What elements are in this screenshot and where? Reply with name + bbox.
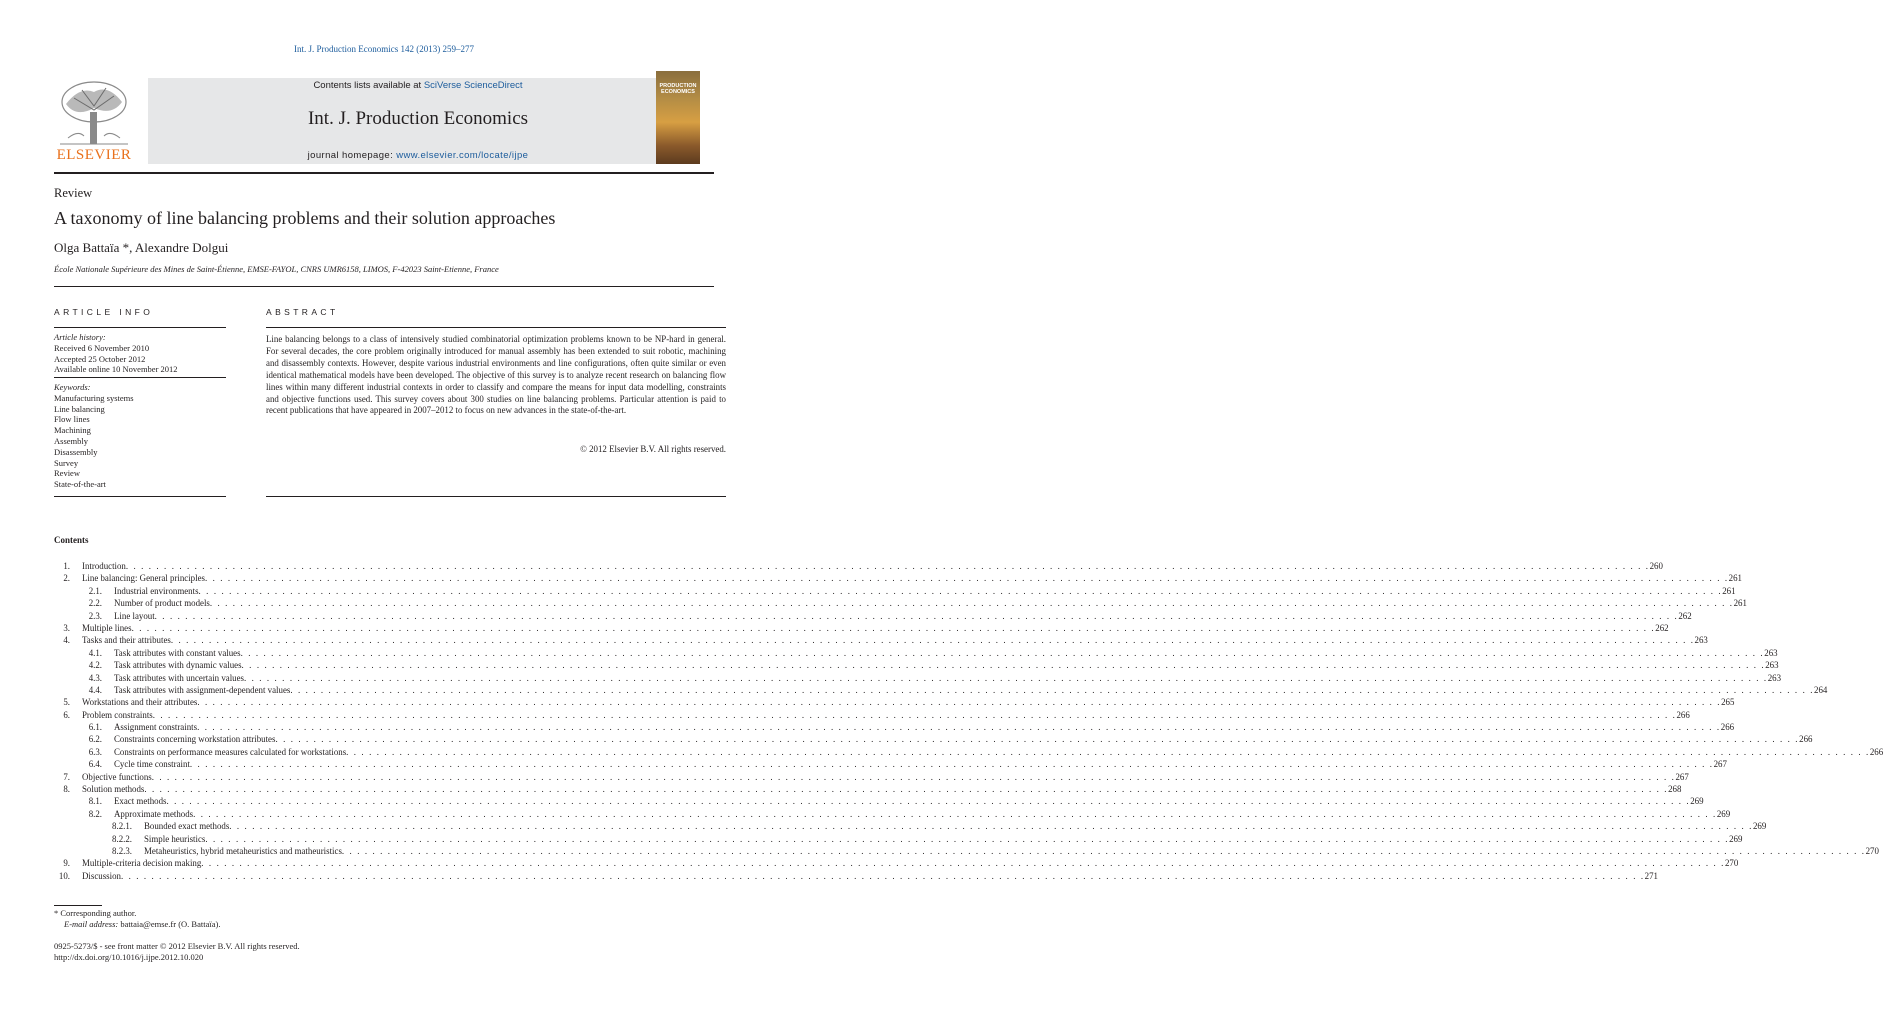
table-of-contents: [54, 560, 1883, 882]
keyword-item: Disassembly: [54, 446, 98, 457]
toc-page-number: 266: [1869, 746, 1883, 757]
toc-entry[interactable]: [54, 833, 1743, 845]
toc-page-number: 264: [1814, 684, 1828, 695]
toc-title: Introduction: [82, 561, 126, 571]
toc-dot-leader: . . . . . . . . . . . . . . . . . . . . . . . . . . . . . . . . . . . . . . . . . . . . . . . . . . . . . . . . . . . . . . . . . . . . . . . . . . . . . . . . . . . . . . . . . . . . . . . . . . . . . . . . . . . . . . . . . . . . . . . . . . . . . . . . . . . . . . . . . . . . . . . . . . . . . . . . . . . . . . . . . . . . . . . . . . . . . . . . . . . . . . . . . . . . . . . . . . . . . . . .: [120, 870, 1645, 881]
toc-entry[interactable]: [54, 684, 1828, 696]
journal-homepage: [148, 150, 688, 161]
toc-page-number: 269: [1716, 808, 1731, 819]
toc-dot-leader: . . . . . . . . . . . . . . . . . . . . . . . . . . . . . . . . . . . . . . . . . . . . . . . . . . . . . . . . . . . . . . . . . . . . . . . . . . . . . . . . . . . . . . . . . . . . . . . . . . . . . . . . . . . . . . . . . . . . . . . . . . . . . . . . . . . . . . . . . . . . . . . . . . . . . . . . . . . . . . . . . . . . . . . . . . . . . . . . . . . . . . . . . . . . . . . . . . . . . . . .: [144, 784, 1669, 795]
toc-number: 9.: [63, 858, 70, 869]
keyword-item: Flow lines: [54, 414, 90, 425]
toc-number: 4.3.: [88, 672, 102, 683]
toc-number: 8.2.2.: [112, 833, 132, 844]
toc-entry[interactable]: [54, 758, 1727, 770]
toc-page-number: 269: [1729, 833, 1743, 844]
toc-number: 6.4.: [88, 759, 102, 770]
journal-banner: [148, 78, 688, 164]
toc-page-number: 261: [1722, 585, 1736, 596]
journal-masthead: [54, 78, 700, 164]
article-info-rule: [54, 327, 226, 328]
toc-dot-leader: . . . . . . . . . . . . . . . . . . . . . . . . . . . . . . . . . . . . . . . . . . . . . . . . . . . . . . . . . . . . . . . . . . . . . . . . . . . . . . . . . . . . . . . . . . . . . . . . . . . . . . . . . . . . . . . . . . . . . . . . . . . . . . . . . . . . . . . . . . . . . . . . . . . . . . . . . . . . . . . . . . . . . . . . . . . . . . . . . . . . . . . . . . . . . . . . . . . . . . . .: [201, 858, 1725, 869]
toc-number: 1.: [63, 561, 70, 571]
doi-link[interactable]: http://dx.doi.org/10.1016/j.ijpe.2012.10.020: [54, 952, 204, 962]
toc-page-number: 263: [1765, 660, 1779, 671]
email-label: E-mail address:: [64, 919, 119, 929]
toc-page-number: 268: [1668, 784, 1682, 795]
toc-title: Approximate methods: [114, 808, 194, 819]
keyword-item: Machining: [54, 425, 91, 436]
contents-availability: [148, 80, 688, 91]
toc-dot-leader: . . . . . . . . . . . . . . . . . . . . . . . . . . . . . . . . . . . . . . . . . . . . . . . . . . . . . . . . . . . . . . . . . . . . . . . . . . . . . . . . . . . . . . . . . . . . . . . . . . . . . . . . . . . . . . . . . . . . . . . . . . . . . . . . . . . . . . . . . . . . . . . . . . . . . . . . . . . . . . . . . . . . . . . . . . . . . . . . . . . . . . . . . . . . . . . . . . . . . . . .: [166, 796, 1691, 807]
affiliation: École Nationale Supérieure des Mines de Saint-Étienne, EMSE-FAYOL, CNRS UMR6158, LIMOS, F-42023 Saint-Etienne, France: [54, 264, 499, 274]
toc-title: Multiple lines: [82, 622, 132, 633]
toc-number: 4.2.: [88, 660, 102, 671]
toc-entry[interactable]: [54, 857, 1739, 869]
toc-entry[interactable]: [54, 672, 1781, 684]
toc-entry[interactable]: [54, 696, 1735, 708]
toc-page-number: 263: [1767, 672, 1781, 683]
email-address[interactable]: battaia@emse.fr (O. Battaïa).: [118, 919, 221, 929]
toc-title: Problem constraints: [82, 709, 153, 720]
toc-title: Number of product models: [114, 598, 210, 609]
abstract-text: Line balancing belongs to a class of intensively studied combinatorial optimization problems known to be NP-hard in general. For several decades, the core problem originally introduced for manual assembly has been extended to suit robotic, machining and disassembly contexts. However, despite various industrial environments and line configurations, often quite similar or even identical mathematical models have been developed. The objective of this survey is to analyze recent research on balancing flow lines within many different industrial contexts in order to classify and compare the means for input data modelling, constraints and objective functions used. This survey covers about 300 studies on line balancing problems. Particular attention is paid to recent publications that have appeared in 2007–2012 to focus on new advances in the state-of-the-art.: [266, 334, 726, 416]
toc-entry[interactable]: [54, 746, 1883, 758]
toc-dot-leader: . . . . . . . . . . . . . . . . . . . . . . . . . . . . . . . . . . . . . . . . . . . . . . . . . . . . . . . . . . . . . . . . . . . . . . . . . . . . . . . . . . . . . . . . . . . . . . . . . . . . . . . . . . . . . . . . . . . . . . . . . . . . . . . . . . . . . . . . . . . . . . . . . . . . . . . . . . . . . . . . . . . . . . . . . . . . . . . . . . . . . . . . . . . . . . . . . . . . . . . .: [275, 734, 1800, 745]
toc-title: Exact methods: [114, 796, 167, 807]
toc-page-number: 267: [1675, 771, 1689, 782]
toc-page-number: 269: [1752, 821, 1767, 832]
keyword-item: Review: [54, 468, 80, 479]
toc-page-number: 265: [1721, 697, 1735, 708]
toc-page-number: 262: [1678, 610, 1692, 621]
homepage-prefix: journal homepage:: [307, 150, 397, 161]
toc-entry[interactable]: [54, 634, 1708, 646]
toc-number: 6.1.: [88, 722, 102, 733]
toc-number: 10.: [58, 870, 70, 881]
author-list: Olga Battaïa *, Alexandre Dolgui: [54, 240, 229, 255]
toc-number: 8.1.: [88, 796, 102, 807]
toc-page-number: 266: [1799, 734, 1813, 745]
toc-dot-leader: . . . . . . . . . . . . . . . . . . . . . . . . . . . . . . . . . . . . . . . . . . . . . . . . . . . . . . . . . . . . . . . . . . . . . . . . . . . . . . . . . . . . . . . . . . . . . . . . . . . . . . . . . . . . . . . . . . . . . . . . . . . . . . . . . . . . . . . . . . . . . . . . . . . . . . . . . . . . . . . . . . . . . . . . . . . . . . . . . . . . . . . . . . . . . . . . . . . . . . . .: [170, 635, 1695, 646]
history-online: Available online 10 November 2012: [54, 364, 178, 375]
toc-number: 8.2.: [88, 808, 102, 819]
toc-page-number: 270: [1865, 845, 1879, 856]
toc-entry[interactable]: [54, 820, 1767, 832]
toc-number: 7.: [63, 771, 70, 782]
toc-dot-leader: . . . . . . . . . . . . . . . . . . . . . . . . . . . . . . . . . . . . . . . . . . . . . . . . . . . . . . . . . . . . . . . . . . . . . . . . . . . . . . . . . . . . . . . . . . . . . . . . . . . . . . . . . . . . . . . . . . . . . . . . . . . . . . . . . . . . . . . . . . . . . . . . . . . . . . . . . . . . . . . . . . . . . . . . . . . . . . . . . . . . . . . . . . . . . . . . . . . . . . . .: [229, 821, 1753, 832]
toc-title: Task attributes with constant values: [114, 647, 241, 658]
toc-entry[interactable]: [54, 647, 1778, 659]
corresponding-author-note: * Corresponding author.: [54, 908, 137, 918]
homepage-link[interactable]: www.elsevier.com/locate/ijpe: [396, 150, 529, 161]
toc-number: 6.2.: [88, 734, 102, 745]
toc-dot-leader: . . . . . . . . . . . . . . . . . . . . . . . . . . . . . . . . . . . . . . . . . . . . . . . . . . . . . . . . . . . . . . . . . . . . . . . . . . . . . . . . . . . . . . . . . . . . . . . . . . . . . . . . . . . . . . . . . . . . . . . . . . . . . . . . . . . . . . . . . . . . . . . . . . . . . . . . . . . . . . . . . . . . . . . . . . . . . . . . . . . . . . . . . . . . . . . . . . . . . . . .: [193, 808, 1717, 819]
toc-number: 8.2.1.: [112, 821, 132, 832]
keyword-item: Line balancing: [54, 403, 105, 414]
article-info-heading: ARTICLE INFO: [54, 307, 154, 317]
front-matter: [54, 941, 300, 963]
toc-dot-leader: . . . . . . . . . . . . . . . . . . . . . . . . . . . . . . . . . . . . . . . . . . . . . . . . . . . . . . . . . . . . . . . . . . . . . . . . . . . . . . . . . . . . . . . . . . . . . . . . . . . . . . . . . . . . . . . . . . . . . . . . . . . . . . . . . . . . . . . . . . . . . . . . . . . . . . . . . . . . . . . . . . . . . . . . . . . . . . . . . . . . . . . . . . . . . . . . . . . . . . . .: [151, 771, 1676, 782]
elsevier-logo: [54, 78, 134, 164]
journal-title: Int. J. Production Economics: [307, 108, 529, 129]
toc-entry[interactable]: [54, 560, 1663, 572]
toc-entry[interactable]: [54, 783, 1682, 795]
toc-dot-leader: . . . . . . . . . . . . . . . . . . . . . . . . . . . . . . . . . . . . . . . . . . . . . . . . . . . . . . . . . . . . . . . . . . . . . . . . . . . . . . . . . . . . . . . . . . . . . . . . . . . . . . . . . . . . . . . . . . . . . . . . . . . . . . . . . . . . . . . . . . . . . . . . . . . . . . . . . . . . . . . . . . . . . . . . . . . . . . . . . . . . . . . . . . . . . . . . . . . . . . . .: [244, 672, 1768, 683]
toc-title: Constraints concerning workstation attributes: [114, 734, 276, 745]
footnote: [54, 908, 220, 930]
contents-prefix: Contents lists available at: [313, 80, 424, 91]
keyword-item: State-of-the-art: [54, 479, 106, 490]
toc-page-number: 262: [1655, 622, 1669, 633]
toc-page-number: 266: [1720, 722, 1735, 733]
paper-title: A taxonomy of line balancing problems and their solution approaches: [54, 208, 556, 228]
abstract-heading: ABSTRACT: [266, 307, 339, 317]
footnote-rule: [54, 905, 102, 906]
keyword-item: Assembly: [54, 435, 88, 446]
toc-entry[interactable]: [54, 709, 1690, 721]
toc-number: 5.: [63, 697, 70, 708]
toc-page-number: 270: [1724, 858, 1739, 869]
header-rule: [54, 172, 714, 174]
toc-page-number: 260: [1649, 561, 1663, 571]
toc-number: 2.3.: [88, 610, 102, 621]
toc-entry[interactable]: [54, 585, 1736, 597]
toc-title: Objective functions: [82, 771, 152, 782]
history-received: Received 6 November 2010: [54, 342, 150, 353]
toc-number: 8.: [63, 784, 70, 795]
toc-entry[interactable]: [54, 795, 1704, 807]
toc-dot-leader: . . . . . . . . . . . . . . . . . . . . . . . . . . . . . . . . . . . . . . . . . . . . . . . . . . . . . . . . . . . . . . . . . . . . . . . . . . . . . . . . . . . . . . . . . . . . . . . . . . . . . . . . . . . . . . . . . . . . . . . . . . . . . . . . . . . . . . . . . . . . . . . . . . . . . . . . . . . . . . . . . . . . . . . . . . . . . . . . . . . . . . . . . . . . . . . . . . . . . . . .: [198, 585, 1723, 596]
toc-entry[interactable]: [54, 771, 1689, 783]
toc-dot-leader: . . . . . . . . . . . . . . . . . . . . . . . . . . . . . . . . . . . . . . . . . . . . . . . . . . . . . . . . . . . . . . . . . . . . . . . . . . . . . . . . . . . . . . . . . . . . . . . . . . . . . . . . . . . . . . . . . . . . . . . . . . . . . . . . . . . . . . . . . . . . . . . . . . . . . . . . . . . . . . . . . . . . . . . . . . . . . . . . . . . . . . . . . . . . . . . . . . . . . . . .: [346, 746, 1870, 757]
toc-page-number: 263: [1694, 635, 1708, 646]
tree-icon: [54, 78, 134, 148]
toc-dot-leader: . . . . . . . . . . . . . . . . . . . . . . . . . . . . . . . . . . . . . . . . . . . . . . . . . . . . . . . . . . . . . . . . . . . . . . . . . . . . . . . . . . . . . . . . . . . . . . . . . . . . . . . . . . . . . . . . . . . . . . . . . . . . . . . . . . . . . . . . . . . . . . . . . . . . . . . . . . . . . . . . . . . . . . . . . . . . . . . . . . . . . . . . . . . . . . . . . . . . . . . .: [152, 709, 1677, 720]
toc-number: 4.1.: [88, 647, 102, 658]
toc-title: Solution methods: [82, 784, 145, 795]
toc-dot-leader: . . . . . . . . . . . . . . . . . . . . . . . . . . . . . . . . . . . . . . . . . . . . . . . . . . . . . . . . . . . . . . . . . . . . . . . . . . . . . . . . . . . . . . . . . . . . . . . . . . . . . . . . . . . . . . . . . . . . . . . . . . . . . . . . . . . . . . . . . . . . . . . . . . . . . . . . . . . . . . . . . . . . . . . . . . . . . . . . . . . . . . . . . . . . . . . . . . . . . . . .: [290, 684, 1815, 695]
keyword-item: Survey: [54, 457, 79, 468]
toc-entry[interactable]: [54, 808, 1731, 820]
toc-dot-leader: . . . . . . . . . . . . . . . . . . . . . . . . . . . . . . . . . . . . . . . . . . . . . . . . . . . . . . . . . . . . . . . . . . . . . . . . . . . . . . . . . . . . . . . . . . . . . . . . . . . . . . . . . . . . . . . . . . . . . . . . . . . . . . . . . . . . . . . . . . . . . . . . . . . . . . . . . . . . . . . . . . . . . . . . . . . . . . . . . . . . . . . . . . . . . . . . . . . . . . . .: [240, 647, 1765, 658]
toc-dot-leader: . . . . . . . . . . . . . . . . . . . . . . . . . . . . . . . . . . . . . . . . . . . . . . . . . . . . . . . . . . . . . . . . . . . . . . . . . . . . . . . . . . . . . . . . . . . . . . . . . . . . . . . . . . . . . . . . . . . . . . . . . . . . . . . . . . . . . . . . . . . . . . . . . . . . . . . . . . . . . . . . . . . . . . . . . . . . . . . . . . . . . . . . . . . . . . . . . . . . . . . .: [197, 697, 1722, 708]
toc-number: 2.1.: [88, 585, 102, 596]
toc-dot-leader: . . . . . . . . . . . . . . . . . . . . . . . . . . . . . . . . . . . . . . . . . . . . . . . . . . . . . . . . . . . . . . . . . . . . . . . . . . . . . . . . . . . . . . . . . . . . . . . . . . . . . . . . . . . . . . . . . . . . . . . . . . . . . . . . . . . . . . . . . . . . . . . . . . . . . . . . . . . . . . . . . . . . . . . . . . . . . . . . . . . . . . . . . . . . . . . . . . . . . . . .: [125, 561, 1650, 571]
toc-number: 8.2.3.: [112, 845, 132, 856]
journal-cover-thumbnail: [656, 71, 700, 164]
toc-entry[interactable]: [54, 597, 1747, 609]
toc-title: Line layout: [114, 610, 155, 621]
toc-title: Workstations and their attributes: [82, 697, 198, 708]
toc-number: 4.: [63, 635, 70, 646]
toc-entry[interactable]: [54, 610, 1692, 622]
history-label: Article history:: [54, 332, 106, 342]
toc-title: Constraints on performance measures calculated for workstations: [114, 746, 347, 757]
abstract-copyright: © 2012 Elsevier B.V. All rights reserved.: [580, 444, 726, 454]
history-rule: [54, 377, 226, 378]
toc-page-number: 271: [1644, 870, 1658, 881]
toc-title: Task attributes with dynamic values: [114, 660, 242, 671]
toc-entry[interactable]: [54, 721, 1735, 733]
history-accepted: Accepted 25 October 2012: [54, 353, 146, 364]
toc-dot-leader: . . . . . . . . . . . . . . . . . . . . . . . . . . . . . . . . . . . . . . . . . . . . . . . . . . . . . . . . . . . . . . . . . . . . . . . . . . . . . . . . . . . . . . . . . . . . . . . . . . . . . . . . . . . . . . . . . . . . . . . . . . . . . . . . . . . . . . . . . . . . . . . . . . . . . . . . . . . . . . . . . . . . . . . . . . . . . . . . . . . . . . . . . . . . . . . . . . . . . . . .: [205, 833, 1730, 844]
toc-title: Multiple-criteria decision making: [82, 858, 202, 869]
toc-dot-leader: . . . . . . . . . . . . . . . . . . . . . . . . . . . . . . . . . . . . . . . . . . . . . . . . . . . . . . . . . . . . . . . . . . . . . . . . . . . . . . . . . . . . . . . . . . . . . . . . . . . . . . . . . . . . . . . . . . . . . . . . . . . . . . . . . . . . . . . . . . . . . . . . . . . . . . . . . . . . . . . . . . . . . . . . . . . . . . . . . . . . . . . . . . . . . . . . . . . . . . . .: [197, 722, 1721, 733]
toc-entry[interactable]: [54, 572, 1742, 584]
publisher-wordmark: ELSEVIER: [56, 147, 132, 163]
toc-number: 4.4.: [88, 684, 102, 695]
toc-title: Assignment constraints: [114, 722, 198, 733]
toc-dot-leader: . . . . . . . . . . . . . . . . . . . . . . . . . . . . . . . . . . . . . . . . . . . . . . . . . . . . . . . . . . . . . . . . . . . . . . . . . . . . . . . . . . . . . . . . . . . . . . . . . . . . . . . . . . . . . . . . . . . . . . . . . . . . . . . . . . . . . . . . . . . . . . . . . . . . . . . . . . . . . . . . . . . . . . . . . . . . . . . . . . . . . . . . . . . . . . . . . . . . . . . .: [131, 622, 1656, 633]
toc-entry[interactable]: [54, 845, 1879, 857]
toc-dot-leader: . . . . . . . . . . . . . . . . . . . . . . . . . . . . . . . . . . . . . . . . . . . . . . . . . . . . . . . . . . . . . . . . . . . . . . . . . . . . . . . . . . . . . . . . . . . . . . . . . . . . . . . . . . . . . . . . . . . . . . . . . . . . . . . . . . . . . . . . . . . . . . . . . . . . . . . . . . . . . . . . . . . . . . . . . . . . . . . . . . . . . . . . . . . . . . . . . . . . . . . .: [204, 573, 1729, 584]
toc-page-number: 263: [1764, 647, 1778, 658]
toc-title: Simple heuristics: [144, 833, 206, 844]
toc-title: Task attributes with assignment-dependent values: [114, 684, 291, 695]
toc-title: Task attributes with uncertain values: [114, 672, 244, 683]
toc-title: Discussion: [82, 870, 121, 881]
keyword-item: Manufacturing systems: [54, 392, 134, 403]
abstract-rule: [266, 327, 726, 328]
toc-dot-leader: . . . . . . . . . . . . . . . . . . . . . . . . . . . . . . . . . . . . . . . . . . . . . . . . . . . . . . . . . . . . . . . . . . . . . . . . . . . . . . . . . . . . . . . . . . . . . . . . . . . . . . . . . . . . . . . . . . . . . . . . . . . . . . . . . . . . . . . . . . . . . . . . . . . . . . . . . . . . . . . . . . . . . . . . . . . . . . . . . . . . . . . . . . . . . . . . . . . . . . . .: [154, 610, 1679, 621]
toc-number: 2.2.: [88, 598, 102, 609]
toc-title: Industrial environments: [114, 585, 199, 596]
toc-title: Tasks and their attributes: [82, 635, 171, 646]
sciencedirect-link[interactable]: SciVerse ScienceDirect: [423, 80, 523, 91]
article-history: [54, 332, 226, 375]
toc-entry[interactable]: [54, 622, 1669, 634]
toc-dot-leader: . . . . . . . . . . . . . . . . . . . . . . . . . . . . . . . . . . . . . . . . . . . . . . . . . . . . . . . . . . . . . . . . . . . . . . . . . . . . . . . . . . . . . . . . . . . . . . . . . . . . . . . . . . . . . . . . . . . . . . . . . . . . . . . . . . . . . . . . . . . . . . . . . . . . . . . . . . . . . . . . . . . . . . . . . . . . . . . . . . . . . . . . . . . . . . . . . . . . . . . .: [241, 660, 1766, 671]
abstract-bottom-rule: [266, 496, 726, 497]
toc-page-number: 261: [1728, 573, 1742, 584]
toc-entry[interactable]: [54, 870, 1658, 882]
toc-dot-leader: . . . . . . . . . . . . . . . . . . . . . . . . . . . . . . . . . . . . . . . . . . . . . . . . . . . . . . . . . . . . . . . . . . . . . . . . . . . . . . . . . . . . . . . . . . . . . . . . . . . . . . . . . . . . . . . . . . . . . . . . . . . . . . . . . . . . . . . . . . . . . . . . . . . . . . . . . . . . . . . . . . . . . . . . . . . . . . . . . . . . . . . . . . . . . . . . . . . . . . . .: [341, 845, 1866, 856]
toc-number: 3.: [63, 622, 70, 633]
keywords-block: [54, 382, 226, 490]
toc-number: 2.: [63, 573, 70, 584]
toc-entry[interactable]: [54, 659, 1779, 671]
email-line: [54, 919, 220, 930]
title-rule: [54, 286, 714, 287]
article-type: Review: [54, 186, 93, 200]
journal-reference[interactable]: Int. J. Production Economics 142 (2013) 259–277: [294, 44, 474, 54]
toc-number: 6.: [63, 709, 70, 720]
toc-number: 6.3.: [88, 746, 102, 757]
toc-page-number: 261: [1733, 598, 1747, 609]
issn-line: 0925-5273/$ - see front matter © 2012 Elsevier B.V. All rights reserved.: [54, 941, 300, 951]
toc-title: Line balancing: General principles: [82, 573, 205, 584]
toc-title: Metaheuristics, hybrid metaheuristics and matheuristics: [144, 845, 342, 856]
toc-dot-leader: . . . . . . . . . . . . . . . . . . . . . . . . . . . . . . . . . . . . . . . . . . . . . . . . . . . . . . . . . . . . . . . . . . . . . . . . . . . . . . . . . . . . . . . . . . . . . . . . . . . . . . . . . . . . . . . . . . . . . . . . . . . . . . . . . . . . . . . . . . . . . . . . . . . . . . . . . . . . . . . . . . . . . . . . . . . . . . . . . . . . . . . . . . . . . . . . . . . . . . . .: [209, 598, 1734, 609]
toc-entry[interactable]: [54, 733, 1813, 745]
toc-page-number: 267: [1713, 759, 1727, 770]
toc-title: Cycle time constraint: [114, 759, 190, 770]
toc-title: Bounded exact methods: [144, 821, 230, 832]
contents-heading: Contents: [54, 535, 89, 545]
toc-page-number: 266: [1676, 709, 1690, 720]
toc-page-number: 269: [1690, 796, 1704, 807]
cover-title: PRODUCTION ECONOMICS: [659, 83, 697, 95]
toc-dot-leader: . . . . . . . . . . . . . . . . . . . . . . . . . . . . . . . . . . . . . . . . . . . . . . . . . . . . . . . . . . . . . . . . . . . . . . . . . . . . . . . . . . . . . . . . . . . . . . . . . . . . . . . . . . . . . . . . . . . . . . . . . . . . . . . . . . . . . . . . . . . . . . . . . . . . . . . . . . . . . . . . . . . . . . . . . . . . . . . . . . . . . . . . . . . . . . . . . . . . . . . .: [189, 759, 1714, 770]
keywords-label: Keywords:: [54, 382, 91, 392]
info-bottom-rule: [54, 496, 226, 497]
